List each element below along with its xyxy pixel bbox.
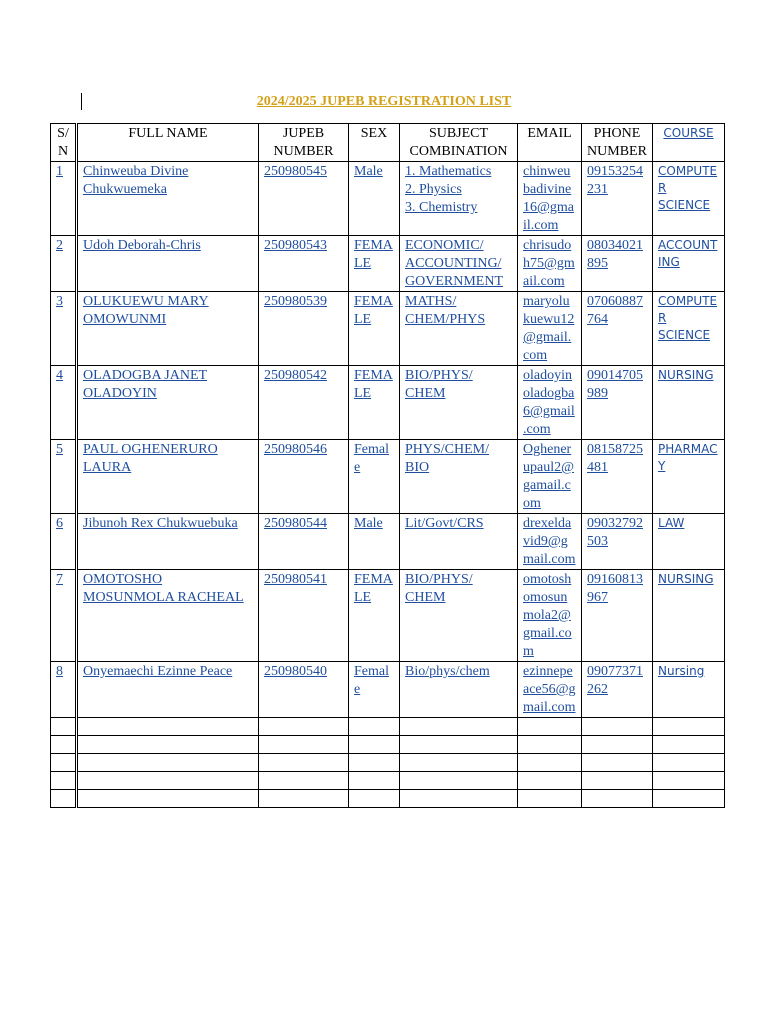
- course-cell: [653, 514, 725, 570]
- subject-combination-link[interactable]: [405, 571, 512, 607]
- course-link[interactable]: LAW: [658, 516, 685, 530]
- sn-link[interactable]: 6: [56, 516, 63, 531]
- table-row: [51, 236, 725, 292]
- sn-cell: [51, 662, 77, 718]
- full-name-link[interactable]: Jibunoh Rex Chukwuebuka: [83, 516, 238, 531]
- subject-line: ECONOMIC/ ACCOUNTING/ GOVERNMENT: [405, 238, 503, 289]
- phone-number-link[interactable]: 08034021895: [587, 238, 643, 271]
- sex-link[interactable]: Female: [354, 442, 389, 475]
- subject-combination-cell: [400, 662, 518, 718]
- subject-line: 1. Mathematics: [405, 164, 492, 179]
- subject-line: BIO/PHYS/ CHEM: [405, 368, 473, 401]
- jupeb-number-link[interactable]: 250980543: [264, 238, 327, 253]
- subject-combination-link[interactable]: [405, 293, 512, 329]
- sex-cell: [349, 366, 400, 440]
- email-link[interactable]: oladoyinoladogba6@gmail.com: [523, 368, 575, 437]
- jupeb-number-cell: [259, 570, 349, 662]
- email-link[interactable]: ezinnepeace56@gmail.com: [523, 664, 576, 715]
- full-name-cell: [77, 440, 259, 514]
- full-name-link[interactable]: PAUL OGHENERURO LAURA: [83, 442, 218, 475]
- page-title: 2024/2025 JUPEB REGISTRATION LIST: [256, 94, 512, 109]
- phone-number-link[interactable]: 09160813967: [587, 572, 643, 605]
- subject-combination-link[interactable]: [405, 237, 512, 291]
- sex-link[interactable]: Male: [354, 164, 383, 179]
- jupeb-number-link[interactable]: 250980542: [264, 368, 327, 383]
- subject-combination-cell: [400, 514, 518, 570]
- phone-number-cell: [582, 366, 653, 440]
- sn-cell: [51, 440, 77, 514]
- header-sn: S/N: [51, 124, 77, 162]
- full-name-cell: [77, 162, 259, 236]
- course-link[interactable]: Nursing: [658, 664, 705, 678]
- full-name-cell: [77, 366, 259, 440]
- header-jupeb-number: JUPEB NUMBER: [259, 124, 349, 162]
- phone-number-link[interactable]: 09032792503: [587, 516, 643, 549]
- jupeb-number-link[interactable]: 250980540: [264, 664, 327, 679]
- sex-cell: [349, 662, 400, 718]
- header-full-name: FULL NAME: [77, 124, 259, 162]
- subject-line: Bio/phys/chem: [405, 664, 490, 679]
- sn-link[interactable]: 1: [56, 164, 63, 179]
- jupeb-number-link[interactable]: 250980546: [264, 442, 327, 457]
- table-row: [51, 366, 725, 440]
- table-row: [51, 440, 725, 514]
- sn-cell: [51, 366, 77, 440]
- course-cell: [653, 162, 725, 236]
- course-link[interactable]: NURSING: [658, 572, 714, 586]
- full-name-cell: [77, 236, 259, 292]
- full-name-cell: [77, 292, 259, 366]
- sn-cell: [51, 162, 77, 236]
- full-name-link[interactable]: OMOTOSHO MOSUNMOLA RACHEAL: [83, 572, 244, 605]
- full-name-cell: [77, 514, 259, 570]
- jupeb-number-link[interactable]: 250980541: [264, 572, 327, 587]
- sex-link[interactable]: FEMALE: [354, 238, 393, 271]
- phone-number-link[interactable]: 09153254231: [587, 164, 643, 197]
- phone-number-link[interactable]: 09077371262: [587, 664, 643, 697]
- sn-link[interactable]: 2: [56, 238, 63, 253]
- subject-combination-link[interactable]: [405, 663, 512, 681]
- subject-line: BIO/PHYS/ CHEM: [405, 572, 473, 605]
- table-row: [51, 292, 725, 366]
- email-cell: [518, 662, 582, 718]
- sex-link[interactable]: FEMALE: [354, 572, 393, 605]
- header-sex: SEX: [349, 124, 400, 162]
- phone-number-link[interactable]: 07060887764: [587, 294, 643, 327]
- email-link[interactable]: maryolukuewu12@gmail.com: [523, 294, 575, 363]
- subject-combination-cell: [400, 236, 518, 292]
- course-cell: [653, 440, 725, 514]
- email-cell: [518, 292, 582, 366]
- course-cell: [653, 366, 725, 440]
- course-link[interactable]: NURSING: [658, 368, 714, 382]
- email-cell: [518, 236, 582, 292]
- course-cell: [653, 570, 725, 662]
- subject-combination-cell: [400, 440, 518, 514]
- jupeb-number-cell: [259, 514, 349, 570]
- sn-link[interactable]: 5: [56, 442, 63, 457]
- email-cell: [518, 514, 582, 570]
- jupeb-number-cell: [259, 366, 349, 440]
- email-link[interactable]: chrisudoh75@gmail.com: [523, 238, 575, 289]
- sex-cell: [349, 162, 400, 236]
- sex-link[interactable]: Female: [354, 664, 389, 697]
- phone-number-cell: [582, 662, 653, 718]
- email-cell: [518, 366, 582, 440]
- sex-link[interactable]: Male: [354, 516, 383, 531]
- full-name-link[interactable]: Chinweuba Divine Chukwuemeka: [83, 164, 189, 197]
- subject-line: MATHS/ CHEM/PHYS: [405, 294, 486, 327]
- email-link[interactable]: chinweubadivine16@gmail.com: [523, 164, 574, 233]
- header-subject-combination: SUBJECT COMBINATION: [400, 124, 518, 162]
- jupeb-number-link[interactable]: 250980539: [264, 294, 327, 309]
- sn-link[interactable]: 3: [56, 294, 63, 309]
- phone-number-cell: [582, 440, 653, 514]
- phone-number-cell: [582, 162, 653, 236]
- phone-number-cell: [582, 292, 653, 366]
- jupeb-number-cell: [259, 440, 349, 514]
- full-name-cell: [77, 662, 259, 718]
- sex-cell: [349, 292, 400, 366]
- email-link[interactable]: Oghenerupaul2@gamail.com: [523, 442, 574, 511]
- sn-cell: [51, 292, 77, 366]
- sex-cell: [349, 514, 400, 570]
- phone-number-cell: [582, 514, 653, 570]
- subject-combination-link[interactable]: [405, 367, 512, 403]
- course-link[interactable]: COMPUTER SCIENCE: [658, 164, 718, 212]
- email-cell: [518, 440, 582, 514]
- subject-combination-link[interactable]: [405, 163, 512, 217]
- phone-number-cell: [582, 236, 653, 292]
- subject-combination-link[interactable]: [405, 441, 512, 477]
- subject-line: PHYS/CHEM/ BIO: [405, 442, 490, 475]
- table-row: [51, 514, 725, 570]
- table-row: [51, 662, 725, 718]
- header-email: EMAIL: [518, 124, 582, 162]
- email-link[interactable]: omotoshomosunmola2@gmail.com: [523, 572, 572, 659]
- subject-line: 3. Chemistry: [405, 200, 478, 215]
- subject-line: 2. Physics: [405, 182, 462, 197]
- empty-row: [51, 736, 725, 754]
- full-name-link[interactable]: Udoh Deborah-Chris: [83, 238, 201, 253]
- jupeb-number-cell: [259, 292, 349, 366]
- sn-link[interactable]: 8: [56, 664, 63, 679]
- course-cell: [653, 662, 725, 718]
- phone-number-cell: [582, 570, 653, 662]
- sex-link[interactable]: FEMALE: [354, 294, 393, 327]
- sn-link[interactable]: 7: [56, 572, 63, 587]
- sn-cell: [51, 514, 77, 570]
- course-cell: [653, 292, 725, 366]
- subject-combination-cell: [400, 162, 518, 236]
- full-name-cell: [77, 570, 259, 662]
- registration-table: [50, 123, 725, 808]
- email-cell: [518, 162, 582, 236]
- table-row: [51, 162, 725, 236]
- email-link[interactable]: drexeldavid9@gmail.com: [523, 516, 576, 567]
- table-row: [51, 570, 725, 662]
- subject-combination-cell: [400, 366, 518, 440]
- subject-line: Lit/Govt/CRS: [405, 516, 484, 531]
- empty-row: [51, 790, 725, 808]
- sn-link[interactable]: 4: [56, 368, 63, 383]
- jupeb-number-link[interactable]: 250980545: [264, 164, 327, 179]
- full-name-link[interactable]: OLUKUEWU MARY OMOWUNMI: [83, 294, 209, 327]
- empty-row: [51, 718, 725, 736]
- phone-number-link[interactable]: 08158725481: [587, 442, 643, 475]
- header-phone-number: PHONE NUMBER: [582, 124, 653, 162]
- jupeb-number-cell: [259, 162, 349, 236]
- empty-row: [51, 772, 725, 790]
- sex-cell: [349, 236, 400, 292]
- sn-cell: [51, 570, 77, 662]
- full-name-link[interactable]: OLADOGBA JANET OLADOYIN: [83, 368, 208, 401]
- email-cell: [518, 570, 582, 662]
- jupeb-number-cell: [259, 236, 349, 292]
- jupeb-number-link[interactable]: 250980544: [264, 516, 327, 531]
- course-link[interactable]: PHARMACY: [658, 442, 718, 473]
- course-link[interactable]: ACCOUNTING: [658, 238, 718, 269]
- table-header-row: [51, 124, 725, 162]
- empty-row: [51, 754, 725, 772]
- course-link[interactable]: COMPUTER SCIENCE: [658, 294, 718, 342]
- sex-cell: [349, 440, 400, 514]
- phone-number-link[interactable]: 09014705989: [587, 368, 643, 401]
- header-course: COURSE: [653, 124, 725, 162]
- sex-cell: [349, 570, 400, 662]
- subject-combination-cell: [400, 570, 518, 662]
- sex-link[interactable]: FEMALE: [354, 368, 393, 401]
- jupeb-number-cell: [259, 662, 349, 718]
- subject-combination-cell: [400, 292, 518, 366]
- subject-combination-link[interactable]: [405, 515, 512, 533]
- course-cell: [653, 236, 725, 292]
- full-name-link[interactable]: Onyemaechi Ezinne Peace: [83, 664, 233, 679]
- sn-cell: [51, 236, 77, 292]
